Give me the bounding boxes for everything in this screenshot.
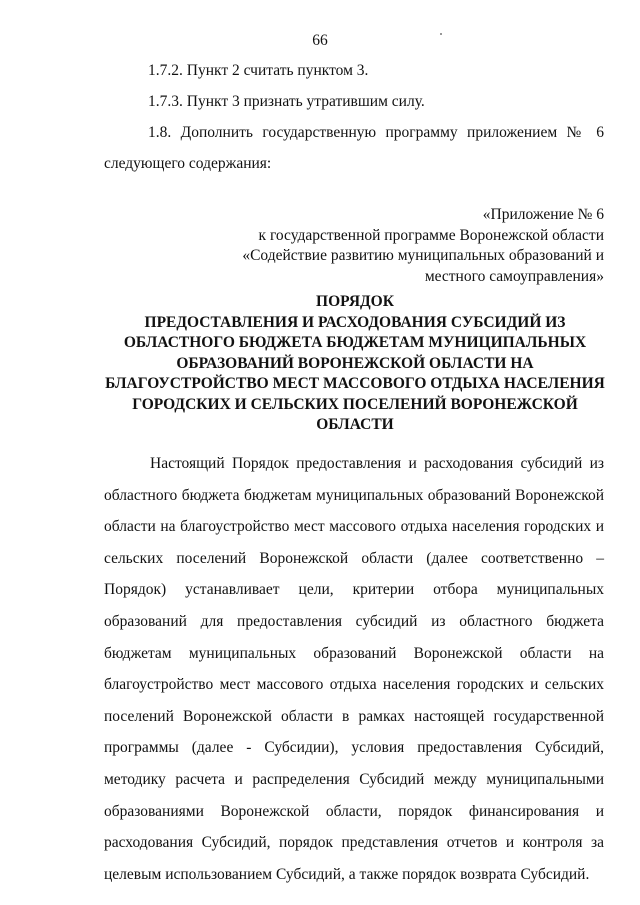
document-title-line6: ГОРОДСКИХ И СЕЛЬСКИХ ПОСЕЛЕНИЙ ВОРОНЕЖСКОЙ xyxy=(132,396,578,413)
amendment-item-1-8-line1: 1.8. Дополнить государственную программу приложением № 6 xyxy=(148,124,604,141)
annex-header-line4: местного самоуправления» xyxy=(424,268,604,285)
body-paragraph: Настоящий Порядок предоставления и расходования субсидий из областного бюджета бюджетам муниципальных образований Воронежской области на благоустройство мест массового отдыха населения городских и сельских поселений Воронежской области (далее соответственно – Порядок) устанавливает цели, критерии отбора муниципальных образований для предоставления субсидий из областного бюджета бюджетам муниципальных образований Воронежской области на благоустройство мест массового отдыха населения городских и сельских поселений Воронежской области в рамках настоящей государственной программы (далее - Субсидии), условия предоставления Субсидий, методику расчета и распределения Субсидий между муниципальными образованиями Воронежской области, порядок финансирования и расходования Субсидий, порядок представления отчетов и контроля за целевым использованием Субсидий, а также порядок возврата Субсидий. xyxy=(104,455,604,883)
document-title-line2: ПРЕДОСТАВЛЕНИЯ И РАСХОДОВАНИЯ СУБСИДИЙ ИЗ xyxy=(144,314,566,331)
annex-header-line3: «Содействие развитию муниципальных образований и xyxy=(242,247,604,264)
document-title-line3: ОБЛАСТНОГО БЮДЖЕТА БЮДЖЕТАМ МУНИЦИПАЛЬНЫХ xyxy=(123,334,587,351)
amendment-item-1-7-3: 1.7.3. Пункт 3 признать утратившим силу. xyxy=(148,93,425,110)
annex-header-line2: к государственной программе Воронежской области xyxy=(258,227,604,244)
amendment-item-1-7-2: 1.7.2. Пункт 2 считать пунктом 3. xyxy=(148,62,369,79)
document-title-line1: ПОРЯДОК xyxy=(316,293,394,310)
document-title-line4: ОБРАЗОВАНИЙ ВОРОНЕЖСКОЙ ОБЛАСТИ НА xyxy=(176,355,534,372)
scan-dot-mark xyxy=(440,33,442,35)
amendment-item-1-8-line2: следующего содержания: xyxy=(104,155,272,172)
annex-header-title: «Приложение № 6 xyxy=(482,206,604,223)
document-title-line7: ОБЛАСТИ xyxy=(316,416,394,433)
page-number: 66 xyxy=(312,32,328,49)
document-title-line5: БЛАГОУСТРОЙСТВО МЕСТ МАССОВОГО ОТДЫХА НАСЕЛЕНИЯ xyxy=(105,375,605,392)
